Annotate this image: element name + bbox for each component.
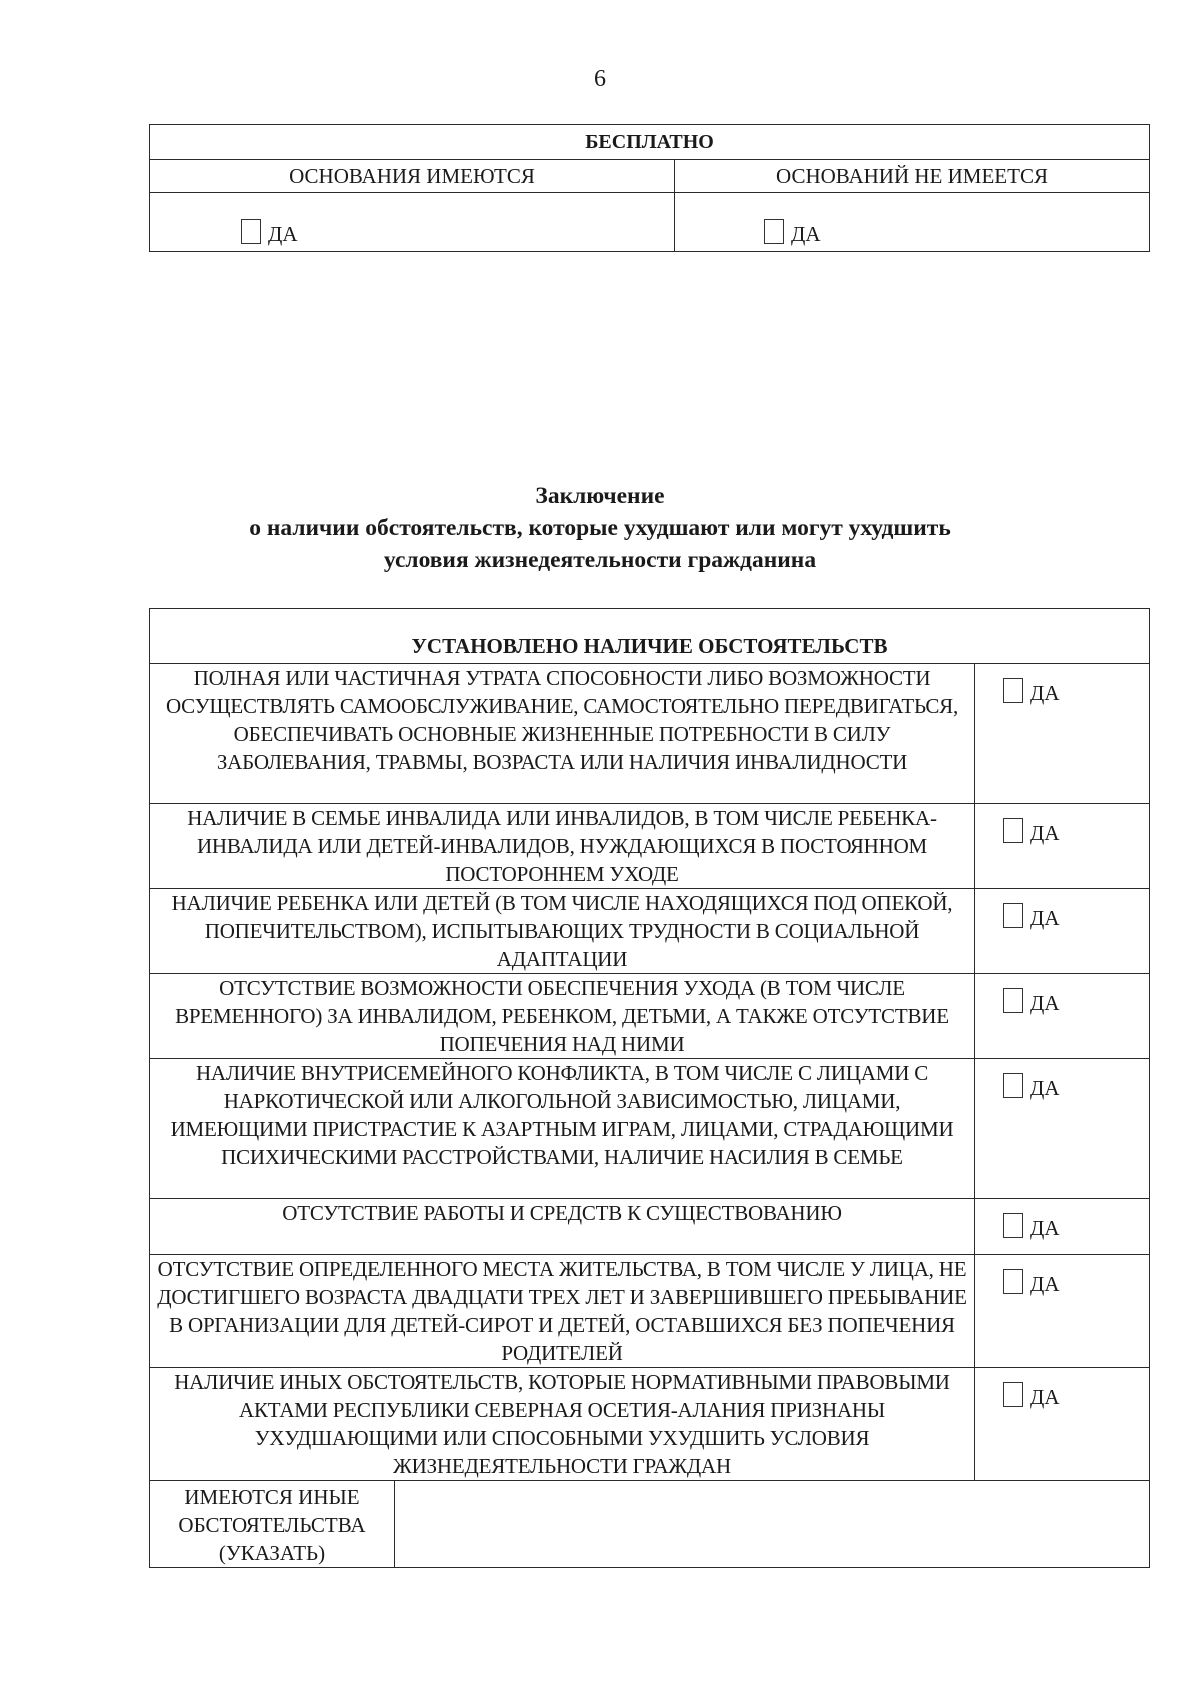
no-grounds-checkbox[interactable] — [764, 219, 784, 244]
no-grounds-cell — [675, 193, 1150, 252]
circumstance-option-label: ДА — [1030, 1272, 1060, 1296]
circumstance-row-text: ОТСУТСТВИЕ ВОЗМОЖНОСТИ ОБЕСПЕЧЕНИЯ УХОДА (В ТОМ ЧИСЛЕ ВРЕМЕННОГО) ЗА ИНВАЛИДОМ, РЕБЕНКОМ, ДЕТЬМИ, А ТАКЖЕ ОТСУТСТВИЕ ПОПЕЧЕНИЯ НАД НИМИ — [150, 974, 975, 1059]
circumstance-row-text: НАЛИЧИЕ ВНУТРИСЕМЕЙНОГО КОНФЛИКТА, В ТОМ ЧИСЛЕ С ЛИЦАМИ С НАРКОТИЧЕСКОЙ ИЛИ АЛКОГОЛЬНОЙ ЗАВИСИМОСТЬЮ, ЛИЦАМИ, ИМЕЮЩИМИ ПРИСТРАСТИЕ К АЗАРТНЫМ ИГРАМ, ЛИЦАМИ, СТРАДАЮЩИМИ ПСИХИЧЕСКИМИ РАССТРОЙСТВАМИ, НАЛИЧИЕ НАСИЛИЯ В СЕМЬЕ — [150, 1059, 975, 1199]
no-grounds-option-label: ДА — [791, 222, 821, 246]
circumstance-checkbox[interactable] — [1003, 988, 1023, 1013]
circumstance-row-text: ОТСУТСТВИЕ ОПРЕДЕЛЕННОГО МЕСТА ЖИТЕЛЬСТВА, В ТОМ ЧИСЛЕ У ЛИЦА, НЕ ДОСТИГШЕГО ВОЗРАСТА ДВАДЦАТИ ТРЕХ ЛЕТ И ЗАВЕРШИВШЕГО ПРЕБЫВАНИЕ В ОРГАНИЗАЦИИ ДЛЯ ДЕТЕЙ-СИРОТ И ДЕТЕЙ, ОСТАВШИХСЯ БЕЗ ПОПЕЧЕНИЯ РОДИТЕЛЕЙ — [150, 1255, 975, 1368]
other-circumstances-field[interactable] — [395, 1481, 1150, 1568]
circumstance-row-text: НАЛИЧИЕ ИНЫХ ОБСТОЯТЕЛЬСТВ, КОТОРЫЕ НОРМАТИВНЫМИ ПРАВОВЫМИ АКТАМИ РЕСПУБЛИКИ СЕВЕРНАЯ ОСЕТИЯ-АЛАНИЯ ПРИЗНАНЫ УХУДШАЮЩИМИ ИЛИ СПОСОБНЫМИ УХУДШИТЬ УСЛОВИЯ ЖИЗНЕДЕЯТЕЛЬНОСТИ ГРАЖДАН — [150, 1368, 975, 1481]
circumstance-row-option — [975, 1368, 1150, 1481]
circumstance-checkbox[interactable] — [1003, 1382, 1023, 1407]
circumstance-checkbox[interactable] — [1003, 903, 1023, 928]
grounds-exist-checkbox[interactable] — [241, 219, 261, 244]
circumstance-option-label: ДА — [1030, 991, 1060, 1015]
circumstance-row-option — [975, 1255, 1150, 1368]
circumstance-option-label: ДА — [1030, 681, 1060, 705]
circumstance-row-option — [975, 804, 1150, 889]
circumstance-row-option — [975, 1199, 1150, 1255]
conclusion-heading — [0, 480, 1200, 576]
other-circumstances-label: ИМЕЮТСЯ ИНЫЕ ОБСТОЯТЕЛЬСТВА (УКАЗАТЬ) — [150, 1481, 395, 1568]
circumstance-option-label: ДА — [1030, 1385, 1060, 1409]
circumstance-checkbox[interactable] — [1003, 818, 1023, 843]
no-grounds-header: ОСНОВАНИЙ НЕ ИМЕЕТСЯ — [675, 160, 1150, 193]
circumstance-row-option — [975, 664, 1150, 804]
circumstance-checkbox[interactable] — [1003, 1073, 1023, 1098]
circumstance-row-option — [975, 889, 1150, 974]
circumstances-table-header: УСТАНОВЛЕНО НАЛИЧИЕ ОБСТОЯТЕЛЬСТВ — [150, 609, 1150, 664]
circumstance-row-text: ПОЛНАЯ ИЛИ ЧАСТИЧНАЯ УТРАТА СПОСОБНОСТИ ЛИБО ВОЗМОЖНОСТИ ОСУЩЕСТВЛЯТЬ САМООБСЛУЖИВАНИЕ, САМОСТОЯТЕЛЬНО ПЕРЕДВИГАТЬСЯ, ОБЕСПЕЧИВАТЬ ОСНОВНЫЕ ЖИЗНЕННЫЕ ПОТРЕБНОСТИ В СИЛУ ЗАБОЛЕВАНИЯ, ТРАВМЫ, ВОЗРАСТА ИЛИ НАЛИЧИЯ ИНВАЛИДНОСТИ — [150, 664, 975, 804]
circumstance-option-label: ДА — [1030, 1076, 1060, 1100]
circumstance-row-option — [975, 974, 1150, 1059]
circumstance-checkbox[interactable] — [1003, 678, 1023, 703]
circumstance-checkbox[interactable] — [1003, 1269, 1023, 1294]
circumstance-option-label: ДА — [1030, 906, 1060, 930]
page-number: 6 — [594, 66, 606, 92]
conclusion-subtitle-line2: условия жизнедеятельности гражданина — [383, 547, 817, 573]
grounds-exist-header: ОСНОВАНИЯ ИМЕЮТСЯ — [150, 160, 675, 193]
circumstance-option-label: ДА — [1030, 1216, 1060, 1240]
payment-table — [149, 124, 1150, 252]
circumstances-table — [149, 608, 1150, 1568]
circumstance-option-label: ДА — [1030, 821, 1060, 845]
grounds-exist-option-label: ДА — [268, 222, 298, 246]
grounds-exist-cell — [150, 193, 675, 252]
circumstance-row-text: ОТСУТСТВИЕ РАБОТЫ И СРЕДСТВ К СУЩЕСТВОВАНИЮ — [150, 1199, 975, 1255]
payment-table-header: БЕСПЛАТНО — [150, 125, 1150, 160]
circumstance-row-text: НАЛИЧИЕ В СЕМЬЕ ИНВАЛИДА ИЛИ ИНВАЛИДОВ, В ТОМ ЧИСЛЕ РЕБЕНКА-ИНВАЛИДА ИЛИ ДЕТЕЙ-ИНВАЛИДОВ, НУЖДАЮЩИХСЯ В ПОСТОЯННОМ ПОСТОРОННЕМ УХОДЕ — [150, 804, 975, 889]
circumstance-checkbox[interactable] — [1003, 1213, 1023, 1238]
conclusion-title: Заключение — [535, 483, 665, 509]
circumstance-row-option — [975, 1059, 1150, 1199]
conclusion-subtitle-line1: о наличии обстоятельств, которые ухудшают или могут ухудшить — [249, 515, 951, 541]
circumstance-row-text: НАЛИЧИЕ РЕБЕНКА ИЛИ ДЕТЕЙ (В ТОМ ЧИСЛЕ НАХОДЯЩИХСЯ ПОД ОПЕКОЙ, ПОПЕЧИТЕЛЬСТВОМ), ИСПЫТЫВАЮЩИХ ТРУДНОСТИ В СОЦИАЛЬНОЙ АДАПТАЦИИ — [150, 889, 975, 974]
